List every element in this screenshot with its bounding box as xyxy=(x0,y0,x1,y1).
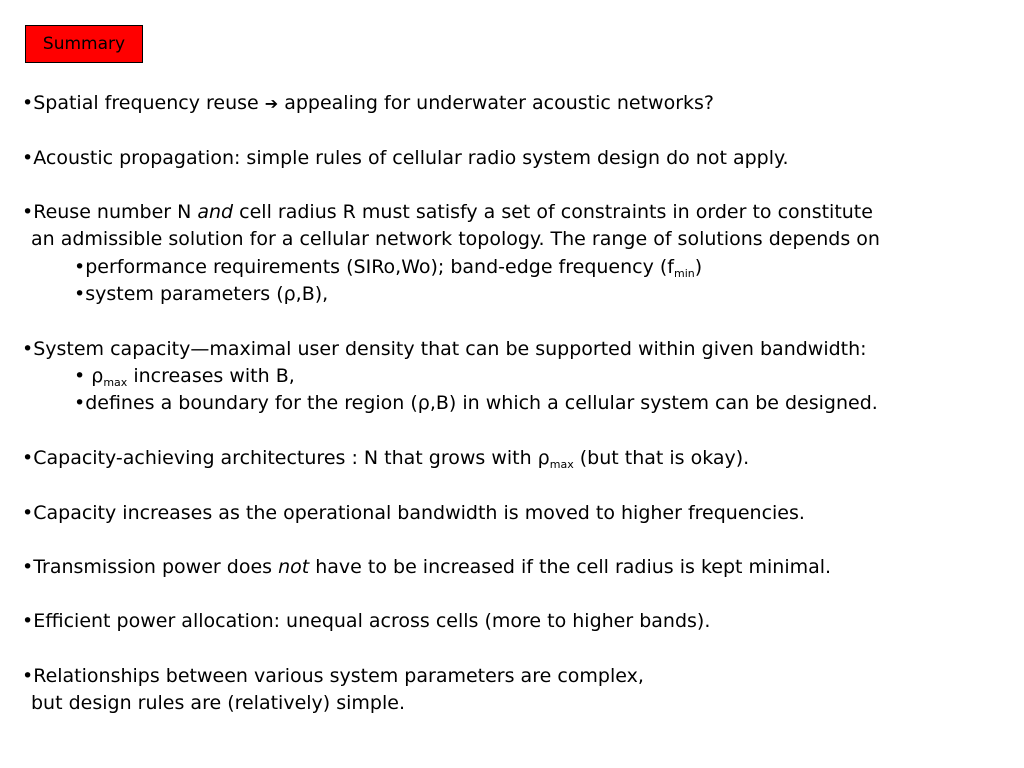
bullet-item-capacity-increases: •Capacity increases as the operational bandwidth is moved to higher frequencies. xyxy=(22,502,805,524)
bullet-item-relationships-continued: but design rules are (relatively) simple. xyxy=(31,692,405,714)
bullet-item-relationships: •Relationships between various system parameters are complex, xyxy=(22,665,644,687)
bullet-item-system-capacity: •System capacity—maximal user density that can be supported within given bandwidth: xyxy=(22,338,867,360)
bullet-glyph: • xyxy=(74,392,86,414)
bullet-item-reuse-number-continued: an admissible solution for a cellular network topology. The range of solutions depends on xyxy=(31,228,880,250)
sub-bullet-system-parameters: •system parameters (ρ,B), xyxy=(74,283,329,305)
arrow-right-icon: ➔ xyxy=(264,94,279,113)
sub-bullet-rho-max: • $\rho_{max}$ increases with B, xyxy=(74,365,295,389)
bullet-glyph: • xyxy=(22,92,34,114)
bullet-item-power-allocation: •Efficient power allocation: unequal across cells (more to higher bands). xyxy=(22,610,711,632)
bullet-glyph: • xyxy=(74,256,86,278)
bullet-glyph: • xyxy=(22,665,34,687)
bullet-glyph: • xyxy=(74,283,86,305)
bullet-glyph: • xyxy=(22,447,34,469)
bullet-glyph: • xyxy=(22,502,34,524)
bullet-glyph: • xyxy=(22,147,34,169)
bullet-item-transmission-power: •Transmission power does not have to be increased if the cell radius is kept minimal. xyxy=(22,556,832,578)
sub-bullet-performance-requirements: •performance requirements (SIRo,Wo); band-edge frequency $(f_{min})$ xyxy=(74,256,703,280)
bullet-glyph: • xyxy=(22,556,34,578)
slide-title-box xyxy=(25,25,143,63)
slide-title: Summary xyxy=(42,34,126,54)
sub-bullet-boundary: •defines a boundary for the region (ρ,B) in which a cellular system can be designed. xyxy=(74,392,878,414)
bullet-glyph: • xyxy=(22,610,34,632)
bullet-glyph: • xyxy=(74,365,86,387)
bullet-item-capacity-architectures: •Capacity-achieving architectures : N that grows with $\rho_{max}$ (but that is okay). xyxy=(22,447,750,471)
bullet-item-acoustic-propagation: •Acoustic propagation: simple rules of cellular radio system design do not apply. xyxy=(22,147,789,169)
bullet-item-reuse-number: •Reuse number N and cell radius R must satisfy a set of constraints in order to constitute xyxy=(22,201,873,223)
bullet-glyph: • xyxy=(22,338,34,360)
bullet-glyph: • xyxy=(22,201,34,223)
bullet-item-spatial-reuse: •Spatial frequency reuse ➔ appealing for underwater acoustic networks? xyxy=(22,92,715,114)
